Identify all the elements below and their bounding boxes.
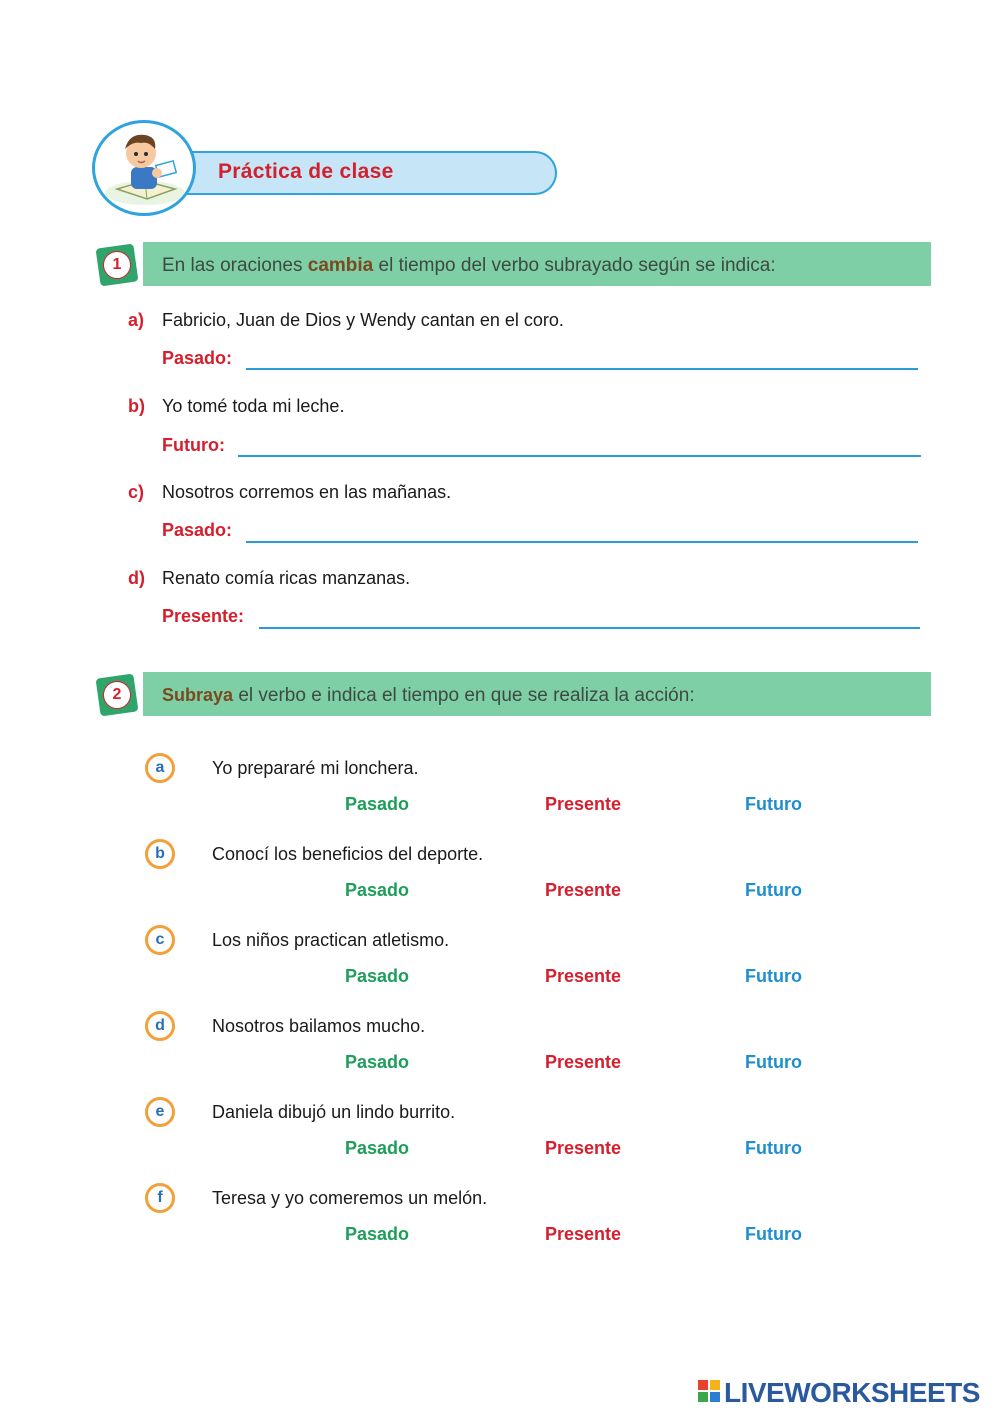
item-2b-sentence: Conocí los beneficios del deporte. <box>212 844 484 864</box>
item-2c-badge: c <box>145 925 175 955</box>
reading-boy-illustration <box>92 120 196 216</box>
liveworksheets-logo-icon <box>698 1380 722 1404</box>
item-2f-option-pasado[interactable]: Pasado <box>345 1224 410 1244</box>
item-2b-badge: b <box>145 839 175 869</box>
item-1b-letter: b) <box>128 396 145 416</box>
item-1a-sentence: Fabricio, Juan de Dios y Wendy cantan en el coro. <box>162 310 564 330</box>
item-1c-answer-line[interactable] <box>246 541 918 543</box>
item-1b-answer-line[interactable] <box>238 455 921 457</box>
item-1c-letter: c) <box>128 482 145 502</box>
item-2e-sentence: Daniela dibujó un lindo burrito. <box>212 1102 456 1122</box>
item-2a-sentence: Yo prepararé mi lonchera. <box>212 758 419 778</box>
item-1a-answer-line[interactable] <box>246 368 918 370</box>
item-1d-letter: d) <box>128 568 145 588</box>
item-1b-sentence: Yo tomé toda mi leche. <box>162 396 345 416</box>
item-2e-badge: e <box>145 1097 175 1127</box>
item-2c-option-pasado[interactable]: Pasado <box>345 966 410 986</box>
item-2a-option-futuro[interactable]: Futuro <box>745 794 802 814</box>
item-2a-badge: a <box>145 753 175 783</box>
item-1d-answer-line[interactable] <box>259 627 920 629</box>
item-1a-label: Pasado: <box>162 348 233 368</box>
item-2b-option-presente[interactable]: Presente <box>545 880 622 900</box>
section-1-badge <box>96 244 139 287</box>
item-2f-option-presente[interactable]: Presente <box>545 1224 622 1244</box>
item-2f-badge: f <box>145 1183 175 1213</box>
section-2-instruction: Subraya el verbo e indica el tiempo en que se realiza la acción: <box>162 685 695 706</box>
item-2b-option-futuro[interactable]: Futuro <box>745 880 802 900</box>
item-2d-badge: d <box>145 1011 175 1041</box>
item-2f-option-futuro[interactable]: Futuro <box>745 1224 802 1244</box>
item-2e-option-pasado[interactable]: Pasado <box>345 1138 410 1158</box>
section-1-number: 1 <box>103 251 131 279</box>
item-1c-label: Pasado: <box>162 520 233 540</box>
section-1-instruction: En las oraciones cambia el tiempo del verbo subrayado según se indica: <box>162 255 776 276</box>
item-1b-label: Futuro: <box>162 435 225 455</box>
item-1c-sentence: Nosotros corremos en las mañanas. <box>162 482 452 502</box>
item-2b-option-pasado[interactable]: Pasado <box>345 880 410 900</box>
item-2a-option-pasado[interactable]: Pasado <box>345 794 410 814</box>
item-2a-option-presente[interactable]: Presente <box>545 794 622 814</box>
item-2d-option-pasado[interactable]: Pasado <box>345 1052 410 1072</box>
item-1a-letter: a) <box>128 310 145 330</box>
section-2-number: 2 <box>103 681 131 709</box>
item-2d-option-futuro[interactable]: Futuro <box>745 1052 802 1072</box>
item-1d-label: Presente: <box>162 606 245 626</box>
section-2-badge <box>96 674 139 717</box>
liveworksheets-watermark: LIVEWORKSHEETS <box>724 1377 980 1408</box>
item-2d-option-presente[interactable]: Presente <box>545 1052 622 1072</box>
item-1d-sentence: Renato comía ricas manzanas. <box>162 568 411 588</box>
item-2e-option-futuro[interactable]: Futuro <box>745 1138 802 1158</box>
item-2c-option-presente[interactable]: Presente <box>545 966 622 986</box>
item-2c-sentence: Los niños practican atletismo. <box>212 930 450 950</box>
item-2f-sentence: Teresa y yo comeremos un melón. <box>212 1188 488 1208</box>
item-2d-sentence: Nosotros bailamos mucho. <box>212 1016 426 1036</box>
page-title: Práctica de clase <box>218 160 394 183</box>
item-2e-option-presente[interactable]: Presente <box>545 1138 622 1158</box>
item-2c-option-futuro[interactable]: Futuro <box>745 966 802 986</box>
